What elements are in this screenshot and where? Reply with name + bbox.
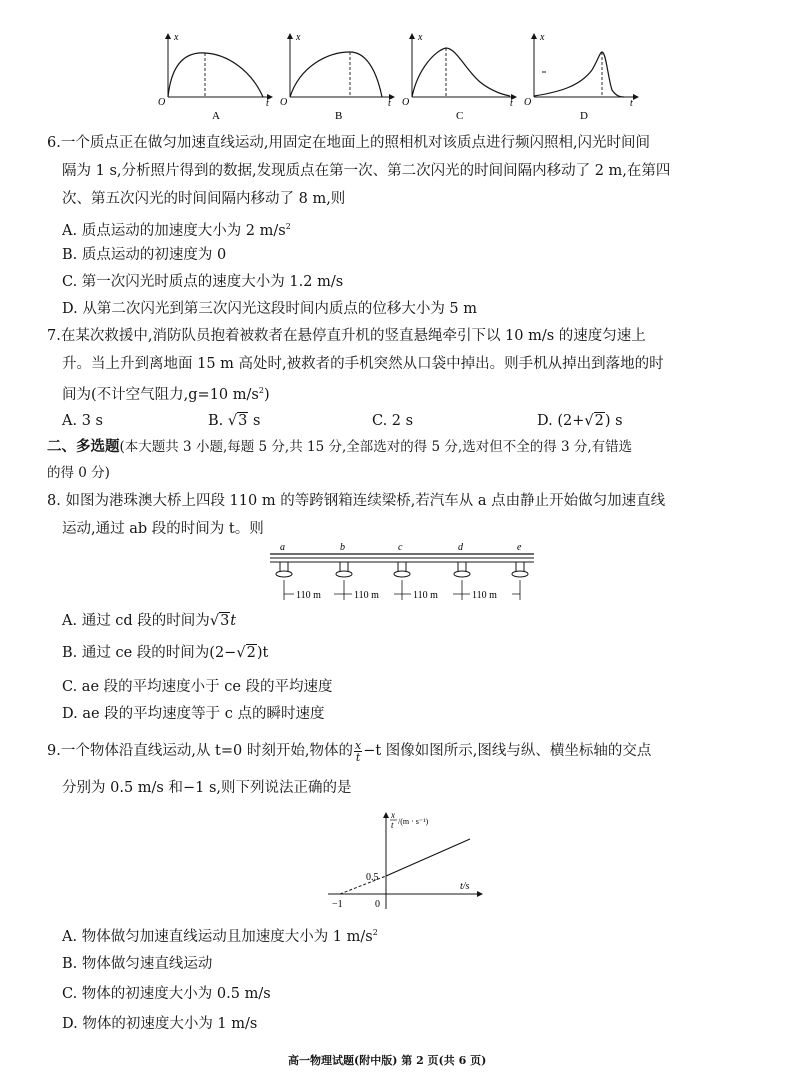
- q6-stem-line-2: 隔为 1 s,分析照片得到的数据,发现质点在第一次、第二次闪光的时间间隔内移动了 2 m,在第四: [62, 163, 671, 179]
- svg-text:x: x: [174, 32, 179, 43]
- svg-text:a: a: [280, 542, 285, 553]
- svg-text:B: B: [335, 110, 343, 122]
- q9-option-d[interactable]: D. 物体的初速度大小为 1 m/s: [62, 1016, 258, 1032]
- section-2-desc: (本大题共 3 小题,每题 5 分,共 15 分,全部选对的得 5 分,选对但不全的得 3 分,有错选: [119, 439, 633, 455]
- svg-text:−1: −1: [332, 899, 343, 910]
- svg-text:110 m: 110 m: [472, 590, 497, 601]
- svg-text:0: 0: [375, 899, 380, 910]
- svg-text:b: b: [340, 542, 345, 553]
- section-2-title: 二、多选题: [47, 438, 120, 455]
- q8-option-d[interactable]: D. ae 段的平均速度等于 c 点的瞬时速度: [62, 706, 325, 722]
- page-footer: 高一物理试题(附中版) 第 2 页(共 6 页): [288, 1054, 487, 1067]
- q9-graph: [320, 805, 490, 915]
- svg-text:x: x: [391, 810, 395, 820]
- q8-option-b[interactable]: B. 通过 ce 段的时间为(2−√2)t: [62, 645, 269, 661]
- q7-option-c[interactable]: C. 2 s: [372, 413, 414, 429]
- q6-stem-line-1: 6.一个质点正在做匀加速直线运动,用固定在地面上的照相机对该质点进行频闪照相,闪光时间间: [47, 135, 651, 151]
- q8-stem-line-2: 运动,通过 ab 段的时间为 t。则: [62, 521, 264, 537]
- q6-option-d[interactable]: D. 从第二次闪光到第三次闪光这段时间内质点的位移大小为 5 m: [62, 301, 478, 317]
- svg-text:D: D: [580, 110, 588, 122]
- q6-option-a[interactable]: A. 质点运动的加速度大小为 2 $m/s^2$: [62, 222, 291, 239]
- svg-text:t: t: [391, 820, 394, 830]
- svg-text:110 m: 110 m: [354, 590, 379, 601]
- svg-text:t: t: [630, 98, 633, 109]
- svg-text:e: e: [517, 542, 522, 553]
- svg-text:x: x: [540, 32, 545, 43]
- q8-option-a[interactable]: A. 通过 cd 段的时间为√3t: [62, 613, 237, 629]
- svg-text:x: x: [296, 32, 301, 43]
- q7-option-b[interactable]: B. √3 s: [208, 413, 261, 429]
- q9-option-a[interactable]: A. 物体做匀加速直线运动且加速度大小为 1 $m/s^2$: [62, 928, 378, 945]
- q7-stem-line-1: 7.在某次救援中,消防队员抱着被救者在悬停直升机的竖直悬绳牵引下以 10 m/s 的速度匀速上: [47, 328, 646, 344]
- svg-text:0.5: 0.5: [366, 872, 379, 883]
- section-2-desc-line-2: 的得 0 分): [47, 465, 110, 481]
- svg-text:O: O: [158, 97, 166, 108]
- svg-text:A: A: [212, 110, 220, 122]
- svg-text:O: O: [402, 97, 410, 108]
- graph-d: [524, 32, 638, 122]
- q7-option-a[interactable]: A. 3 s: [62, 413, 103, 429]
- top-figures: [150, 28, 650, 123]
- q6-option-c[interactable]: C. 第一次闪光时质点的速度大小为 1.2 m/s: [62, 274, 344, 290]
- svg-text:d: d: [458, 542, 463, 553]
- q9-option-c[interactable]: C. 物体的初速度大小为 0.5 m/s: [62, 986, 271, 1002]
- xt-t-graph-svg: [320, 805, 490, 915]
- svg-text:110 m: 110 m: [296, 590, 321, 601]
- bridge-figure: [268, 540, 538, 606]
- q6-option-b[interactable]: B. 质点运动的初速度为 0: [62, 247, 227, 263]
- q9-option-b[interactable]: B. 物体做匀速直线运动: [62, 956, 213, 972]
- svg-text:/(m · s⁻¹): /(m · s⁻¹): [398, 817, 429, 826]
- svg-text:t: t: [266, 98, 269, 109]
- q9-stem-line-2: 分别为 0.5 m/s 和−1 s,则下列说法正确的是: [62, 780, 352, 796]
- q8-stem-line-1: 8. 如图为港珠澳大桥上四段 110 m 的等跨钢箱连续梁桥,若汽车从 a 点由静止开始做匀加速直线: [47, 493, 666, 509]
- bridge-svg: [268, 540, 538, 606]
- section-2-heading: [47, 437, 632, 457]
- q9-stem-line-1: 9.一个物体沿直线运动,从 t=0 时刻开始,物体的 $\frac{x}{t}$ −t 图像如图所示,图线与纵、横坐标轴的交点: [47, 738, 652, 764]
- svg-text:O: O: [524, 97, 532, 108]
- svg-text:t/s: t/s: [460, 881, 470, 892]
- q7-option-d[interactable]: D. (2+√2) s: [537, 413, 623, 429]
- svg-text:O: O: [280, 97, 288, 108]
- graph-a: [158, 32, 272, 122]
- graph-b: [280, 32, 394, 122]
- svg-text:C: C: [456, 110, 464, 122]
- graph-options-svg: [150, 28, 650, 123]
- q8-option-c[interactable]: C. ae 段的平均速度小于 ce 段的平均速度: [62, 679, 333, 695]
- svg-text:t: t: [388, 98, 391, 109]
- svg-text:x: x: [418, 32, 423, 43]
- q6-stem-line-3: 次、第五次闪光的时间间隔内移动了 8 m,则: [62, 191, 346, 207]
- x-over-t-fraction: $\frac{x}{t}$: [354, 738, 362, 764]
- q7-stem-line-3: 间为(不计空气阻力,g=10 $m/s^2$): [62, 386, 270, 403]
- svg-text:110 m: 110 m: [413, 590, 438, 601]
- svg-text:c: c: [398, 542, 403, 553]
- q7-stem-line-2: 升。当上升到离地面 15 m 高处时,被救者的手机突然从口袋中掉出。则手机从掉出到落地的时: [62, 356, 664, 372]
- svg-text:t: t: [510, 98, 513, 109]
- graph-c: [402, 32, 516, 122]
